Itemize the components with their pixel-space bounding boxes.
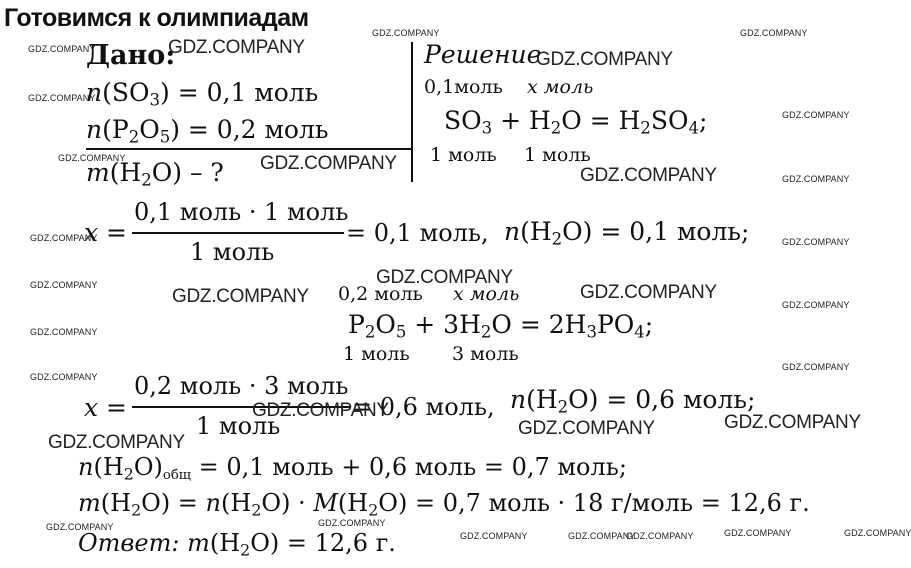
given-n-p2o5: $n(P_2O_5) = 0,2$ моль: [86, 115, 329, 147]
watermark: GDZ.COMPANY: [518, 418, 655, 439]
reaction2-below-left: 1 моль: [343, 343, 410, 365]
watermark: GDZ.COMPANY: [168, 37, 305, 58]
watermark: GDZ.COMPANY: [626, 531, 694, 541]
watermark: GDZ.COMPANY: [782, 237, 850, 247]
watermark: GDZ.COMPANY: [372, 28, 440, 38]
reaction2-below-right: 3 моль: [452, 343, 519, 365]
watermark: GDZ.COMPANY: [782, 300, 850, 310]
watermark: GDZ.COMPANY: [46, 522, 114, 532]
answer-label: Ответ:: [78, 529, 180, 557]
fraction2-denominator: 1 моль: [196, 412, 281, 440]
watermark: GDZ.COMPANY: [318, 518, 386, 528]
reaction1-above-left: 0,1моль: [424, 76, 503, 98]
watermark: GDZ.COMPANY: [376, 267, 513, 288]
watermark: GDZ.COMPANY: [252, 400, 389, 421]
reaction1-above-right: x моль: [527, 76, 594, 98]
reaction2-above-left: 0,2 моль: [338, 283, 423, 305]
watermark: GDZ.COMPANY: [28, 93, 96, 103]
watermark: GDZ.COMPANY: [460, 531, 528, 541]
reaction2-above-right: x моль: [453, 283, 520, 305]
reaction1-below-right: 1 моль: [524, 144, 591, 166]
reaction2-equation: $P_2O_5 + 3H_2O = 2H_3PO_4$;: [348, 310, 654, 342]
given-n-so3-formula: SO: [111, 78, 150, 107]
reaction1-equation: $SO_3 + H_2O = H_2SO_4$;: [444, 106, 708, 138]
watermark: GDZ.COMPANY: [30, 372, 98, 382]
given-n-so3: $n(SO_3) = 0,1$ моль: [86, 78, 319, 110]
watermark: GDZ.COMPANY: [48, 432, 185, 453]
watermark: GDZ.COMPANY: [782, 174, 850, 184]
fraction1-denominator: 1 моль: [190, 238, 275, 266]
watermark: GDZ.COMPANY: [30, 280, 98, 290]
watermark: GDZ.COMPANY: [724, 412, 861, 433]
watermark: GDZ.COMPANY: [28, 44, 96, 54]
fraction2-x: x =: [84, 393, 127, 422]
watermark: GDZ.COMPANY: [30, 233, 98, 243]
solution-heading: Решение: [424, 40, 542, 69]
watermark: GDZ.COMPANY: [580, 282, 717, 303]
fraction2-result: = 0,6 моль,: [352, 393, 495, 421]
given-n-so3-lhs: n: [86, 78, 103, 107]
fraction1-x: x =: [84, 218, 127, 247]
watermark: GDZ.COMPANY: [30, 327, 98, 337]
total-amount: $n(H_2O)общ = 0,1$ моль + 0,6 моль = 0,7 моль;: [78, 453, 627, 484]
watermark: GDZ.COMPANY: [58, 153, 126, 163]
given-heading: Дано:: [86, 40, 176, 71]
reaction1-below-left: 1 моль: [430, 144, 497, 166]
watermark: GDZ.COMPANY: [782, 110, 850, 120]
given-find: $m(H_2O)$ – ?: [86, 158, 224, 190]
given-divider-vertical: [411, 42, 413, 182]
watermark: GDZ.COMPANY: [740, 28, 808, 38]
watermark: GDZ.COMPANY: [782, 362, 850, 372]
fraction1-result: = 0,1 моль,: [346, 219, 489, 247]
watermark: GDZ.COMPANY: [580, 165, 717, 186]
fraction1-numerator: 0,1 моль · 1 моль: [134, 198, 349, 226]
fraction1-n-value: $n(H_2O) = 0,1$ моль;: [504, 217, 750, 249]
watermark: GDZ.COMPANY: [172, 286, 309, 307]
watermark: GDZ.COMPANY: [536, 49, 673, 70]
given-divider-horizontal: [86, 148, 412, 150]
answer-line: Ответ: $m(H_2O) = 12,6$ г.: [78, 529, 396, 560]
watermark: GDZ.COMPANY: [260, 153, 397, 174]
watermark: GDZ.COMPANY: [844, 528, 911, 538]
page-title: Готовимся к олимпиадам: [4, 4, 309, 32]
fraction1-bar: [132, 232, 344, 234]
mass-calculation: $m(H_2O) = n(H_2O) \cdot M(H_2O) = 0,7$ моль · 18 г/моль = 12,6 г.: [78, 489, 810, 520]
fraction2-numerator: 0,2 моль · 3 моль: [134, 372, 349, 400]
watermark: GDZ.COMPANY: [568, 531, 636, 541]
watermark: GDZ.COMPANY: [724, 528, 792, 538]
fraction2-n-value: $n(H_2O) = 0,6$ моль;: [510, 385, 756, 417]
